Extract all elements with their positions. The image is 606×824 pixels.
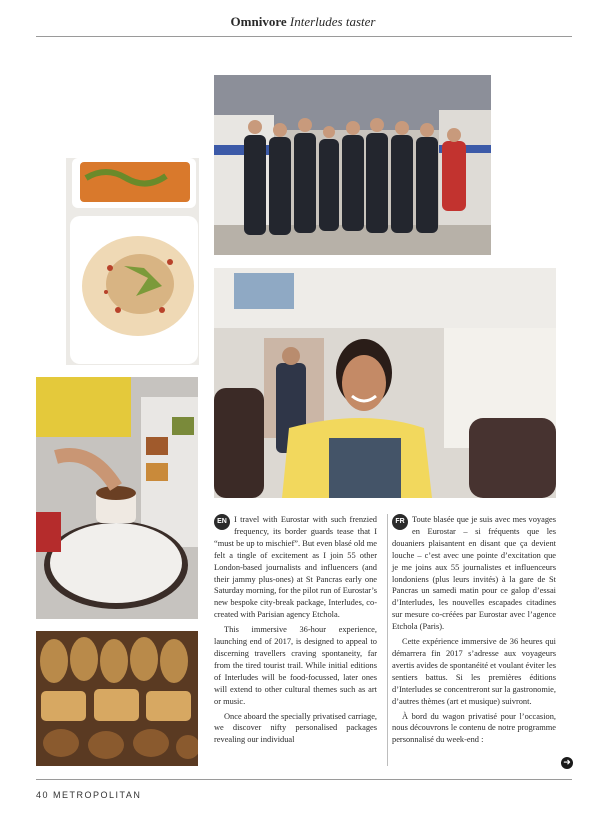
pastries-photo [36, 631, 198, 766]
french-paragraph-1 [392, 514, 556, 633]
english-paragraph-1 [214, 514, 377, 621]
french-paragraph-1-text: Toute blasée que je suis avec mes voyages en Eurostar – si fréquents que les douaniers plaisantent en disant que ça devient louche – c’est avec une pointe d’excitation que je me joins aux 55 journalistes et influenceurs londoniens (plus leurs invités) à la gare de St Pancras un samedi matin pour ce galop d’essai d’Interludes, les nouvelles escapades citadines sur mesure co-créées par Eurostar avec l’agence Etchola (Paris). [392, 515, 556, 632]
english-paragraph-3: Once aboard the specially privatised carriage, we discover nifty personalised packages revealing our individual [214, 711, 378, 745]
section-subtitle: Interludes taster [289, 14, 376, 29]
column-divider [387, 514, 388, 766]
english-paragraph-1-text: I travel with Eurostar with such frenzied frequency, its border guards tease that I “must be up to mischief”. But even blasé old me felt a tingle of excitement as I join 55 other London-based journalists and influencers (and their jammy plus-ones) at St Pancras early one Saturday morning, for the pilot run of Eurostar’s new bespoke city-break package, Interludes, co-created with Parisian agency Etchola. [214, 515, 377, 620]
page-number: 40 [36, 790, 50, 800]
footer-rule [36, 779, 572, 780]
crew-group-photo [214, 75, 491, 255]
continue-arrow-icon: ➜ [561, 757, 573, 769]
english-column [214, 514, 377, 749]
english-paragraph-2: This immersive 36-hour experience, launching end of 2017, is designed to appeal to discerning travellers craving spontaneity, far from the tired tourist trail. While initial editions of Interludes will be food-focussed, later ones will extend to other cultural themes such as art or music. [214, 625, 377, 706]
stewardess-photo [214, 268, 556, 498]
coffee-service-photo [36, 377, 198, 619]
magazine-name: METROPOLITAN [53, 790, 142, 800]
french-paragraph-2: Cette expérience immersive de 36 heures qui démarrera fin 2017 s’adresse aux voyageurs avertis avides de spontanéité et voulant éviter les sentiers battus. Si les premières éditions d’Interludes se concentreront sur la gastronomie, d’autres thèmes (art et musique) suivront. [392, 637, 556, 706]
section-name: Omnivore [230, 14, 287, 29]
section-header [0, 14, 606, 30]
french-language-badge: FR [392, 514, 408, 530]
english-language-badge: EN [214, 514, 230, 530]
french-paragraph-3: À bord du wagon privatisé pour l’occasion, nous découvrons le contenu de notre programme personnalisé du week-end : [392, 711, 556, 745]
french-column [392, 514, 556, 749]
page-footer [36, 790, 141, 800]
hummus-dish-photo [66, 158, 199, 365]
header-rule [36, 36, 572, 37]
